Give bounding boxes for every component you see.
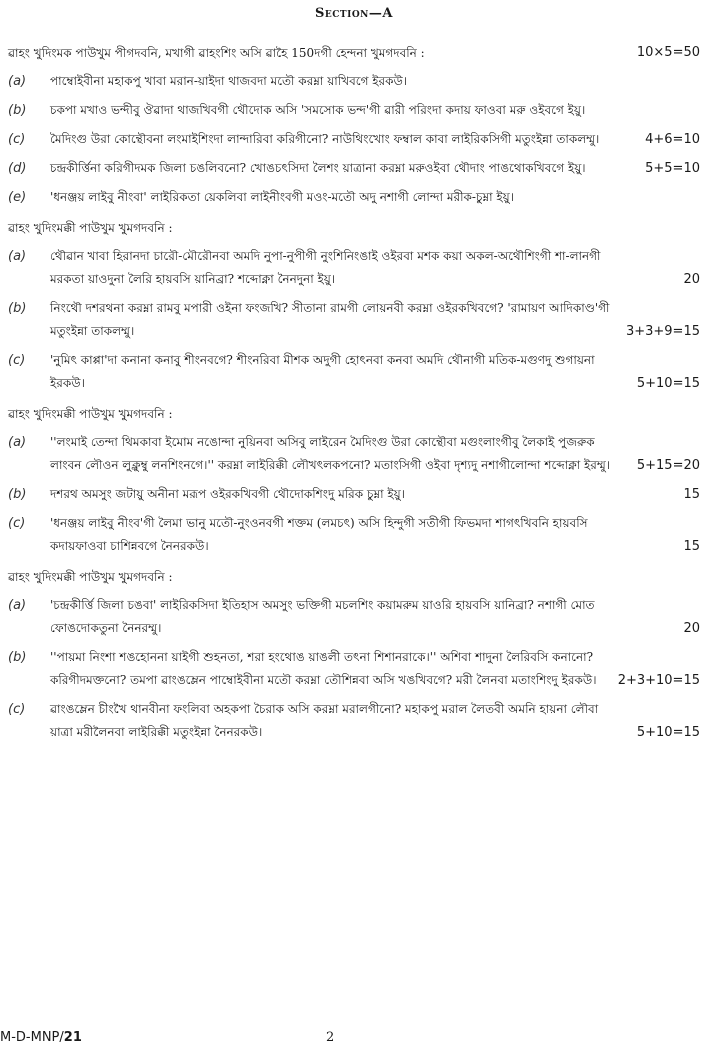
item-text: 'চন্দ্রকীর্ত্তি জিলা চঙবা' লাইরিকসিদা ইতিহাস অমসুং ভক্তিগী মচলশিং কয়ামরুম য়াওরি হায়বসি য়ানিব্রা? নশাগী মোত ফোঙদোকতুনা নৈনরম্মু।: [50, 598, 595, 635]
question-item: [0, 594, 708, 640]
page-number: 2: [326, 1030, 335, 1045]
instruction-text: ৱাহং খুদিংমক্কী পাউখুম খুমগদবনি :: [8, 221, 173, 235]
paper-code: [0, 1030, 82, 1045]
item-label: (a): [8, 598, 27, 613]
item-label: (b): [8, 487, 27, 502]
item-marks: 5+10=15: [636, 376, 700, 391]
question-instruction: [0, 405, 708, 423]
item-text: ৱাংঙম্লেন চীংখৈ থানবীনা ফংলিবা অহকপা চৈরাক অসি করম্না মরালগীনো? মহাকপু মরাল লৈতবী অমনি হায়না লৌবা য়াত্রা মরীলৈনবা লাইরিক্কী মতুংইন্না নৈনরকউ।: [50, 702, 599, 739]
item-label: (a): [8, 74, 27, 89]
item-text: ''পায়মা নিংশা শঙহোননা য়াইগী শুহনতা, শরা হংথোঙ য়াঙলী তৎনা শিশানরাকে।'' অশিবা শাদুনা লৈরিবসি কনানো? করিগীদমক্তনো? তমপা ৱাংঙম্লেন পাম্বোইবীনা মতৌ করম্না তৌশিন্নবা অসি খঙখিবগে? মরী লৈনবা মতাংশিংদু ইরকউ।: [50, 650, 597, 687]
item-label: (a): [8, 249, 27, 264]
question-instruction: [0, 219, 708, 237]
question-instruction: [0, 568, 708, 586]
item-marks: 5+10=15: [636, 725, 700, 740]
item-marks: 15: [683, 487, 700, 502]
item-text: চকপা মখাও ভন্দীবু ঔৱাদা থাজখিবগী থৌদোক অসি 'সমসোক ভন্দ'গী ৱারী পরিংদা কদায় ফাওবা মরু ওইবগে ইয়ু।: [50, 103, 586, 117]
item-marks: 20: [683, 621, 700, 636]
question-item: [0, 157, 708, 180]
question-item: [0, 297, 708, 343]
question-group-2: [0, 219, 708, 395]
paper-code-prefix: M-D-MNP/: [0, 1030, 64, 1045]
item-text: থৌৱান খাবা হিরানদা চারৌ-মৌরৌনবা অমদি নুপা-নুপীগী নুংশিনিংঙাই ওইরবা মশক কয়া অকল-অথৌশিংগী শা-লানগী মরকতা য়াওদুনা লৈরি হায়বসি য়ানিব্রা? শব্দোক্না নৈনদুনা ইয়ু।: [50, 249, 601, 286]
item-label: (b): [8, 301, 27, 316]
item-text: দশরথ অমসুং জটায়ু অনীনা মরূপ ওইরকখিবগী থৌদোকশিংদু মরিক চুম্না ইয়ু।: [50, 487, 405, 501]
instruction-text: ৱাহং খুদিংমক্কী পাউখুম খুমগদবনি :: [8, 570, 173, 584]
marks-allocation: 10×5=50: [636, 45, 700, 60]
item-text: 'ধনঞ্জয় লাইবু নীংব'গী লৈমা ভানু মতৌ-নুংওনবগী শক্তম (লমচৎ) অসি হিন্দুগী সতীগী ফিভমদা শাগৎখিবনি হায়বসি কদায়ফাওবা চাশিন্নবগে নৈনরকউ।: [50, 516, 588, 553]
question-group-3: [0, 405, 708, 558]
item-text: 'ধনঞ্জয় লাইবু নীংবা' লাইরিকতা য়েকলিবা লাইনীংবগী মওং-মতৌ অদু নশাগী লোন্দা মরীক-চুম্না ইয়ু।: [50, 190, 514, 204]
item-label: (b): [8, 103, 27, 118]
item-text: পাম্বোইবীনা মহাকপু খাবা মরান-য়াইদা থাজবদা মতৌ করম্না য়াখিবগে ইরকউ।: [50, 74, 408, 88]
question-item: [0, 512, 708, 558]
item-text: 'নুমিৎ কাপ্পা'দা কনানা কনাবু শীংনবগে? শীংনরিবা মীশক অদুগী হোৎনবা কনবা অমদি থৌনাগী মতিক-মগুণদু শুগায়না ইরকউ।: [50, 353, 595, 390]
item-label: (d): [8, 161, 27, 176]
item-text: চন্দ্রকীর্ত্তিনা করিগীদমক জিলা চঙলিবনো? খোঙচৎসিদা লৈশং য়াত্রানা করম্না মরুওইবা থৌদাং পাঙথোকখিবগে ইয়ু।: [50, 161, 586, 175]
item-text: মৈদিংগু উরা কোন্থৌবনা লংমাইশিংদা লান্দারিবা করিগীনো? নাউথিংখোং ফম্বাল কাবা লাইরিকসিগী মতুংইন্না তাকলম্মু।: [50, 132, 600, 146]
instruction-text: ৱাহং খুদিংমক্কী পাউখুম খুমগদবনি :: [8, 407, 173, 421]
item-label: (c): [8, 516, 26, 531]
page-footer: [0, 1030, 708, 1046]
item-marks: 2+3+10=15: [617, 673, 700, 688]
item-marks: 20: [683, 272, 700, 287]
item-marks: 5+15=20: [636, 458, 700, 473]
item-text: নিংথৌ দশরথনা করম্না রামবু মপারী ওইনা ফংজখি? সীতানা রামগী লোয়নবী করম্না ওইরকখিবগে? 'রামায়ণ আদিকাণ্ড'গী মতুংইন্না তাকলম্মু।: [50, 301, 610, 338]
item-marks: 3+3+9=15: [625, 324, 700, 339]
item-label: (c): [8, 702, 26, 717]
question-item: [0, 349, 708, 395]
question-item: [0, 70, 708, 93]
section-title: Section—A: [315, 6, 393, 21]
item-label: (e): [8, 190, 27, 205]
question-item: [0, 646, 708, 692]
questions-container: [0, 44, 708, 750]
question-group-1: [0, 44, 708, 209]
item-label: (c): [8, 353, 26, 368]
question-item: [0, 99, 708, 122]
question-item: [0, 186, 708, 209]
item-marks: 15: [683, 539, 700, 554]
question-item: [0, 128, 708, 151]
item-marks: 5+5=10: [645, 161, 700, 176]
question-instruction: [0, 44, 708, 62]
item-text: ''লংমাই তেন্দা থিমকাবা ইমোম নঙোন্দা নুয়িনবা অসিবু লাইরেন মৈদিংগু উরা কোন্থৌবা মগুংলাংগীবু লৈকাই পুজরুক লাংবন লৌওন লুক্লুম্বু লনশিংনগে।'' করম্না লাইরিক্কী লৌখৎলকপনো? মতাংসিগী ওইবা দৃশ্যদু নশাগীলোন্দা শব্দোক্না ইরম্মু।: [50, 435, 611, 472]
item-label: (c): [8, 132, 26, 147]
instruction-text: ৱাহং খুদিংমক পাউখুম পীগদবনি, মখাগী ৱাহংশিং অসি ৱাহৈ 150দগী হেন্দনা খুমগদবনি :: [8, 46, 425, 60]
item-marks: 4+6=10: [645, 132, 700, 147]
question-item: [0, 245, 708, 291]
paper-code-number: 21: [63, 1030, 82, 1045]
question-item: [0, 483, 708, 506]
question-item: [0, 431, 708, 477]
question-group-4: [0, 568, 708, 744]
question-item: [0, 698, 708, 744]
item-label: (a): [8, 435, 27, 450]
item-label: (b): [8, 650, 27, 665]
